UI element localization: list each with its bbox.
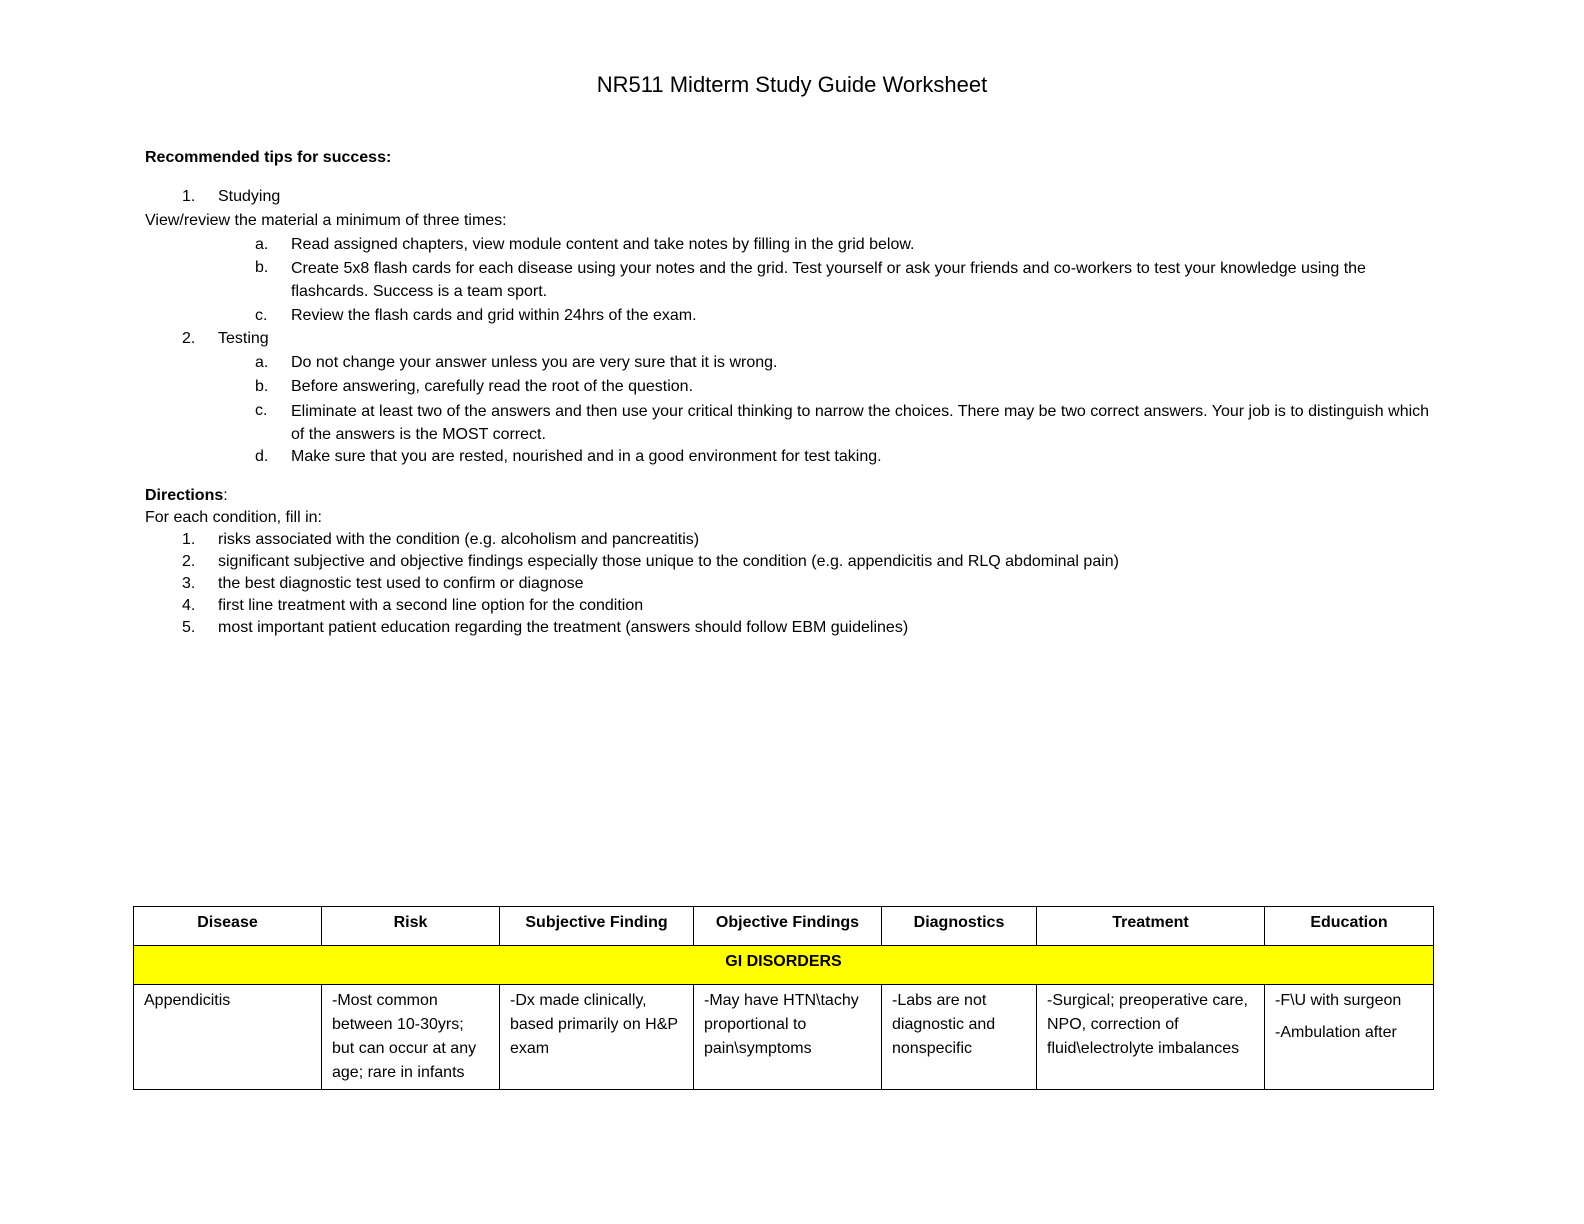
list-marker: 3.: [182, 575, 196, 592]
list-marker: a.: [255, 236, 269, 253]
gi-disorders-band: GI DISORDERS: [134, 946, 1434, 985]
cell-education: [1265, 985, 1434, 1090]
list-marker: b.: [255, 378, 269, 395]
directions-intro: For each condition, fill in:: [145, 509, 322, 526]
header-objective: Objective Findings: [694, 907, 882, 946]
list-marker: 1.: [182, 531, 196, 548]
studying-label: Studying: [218, 188, 281, 205]
list-item: Do not change your answer unless you are very sure that it is wrong.: [291, 354, 778, 371]
list-marker: a.: [255, 354, 269, 371]
table-header-row: [134, 907, 1434, 946]
list-marker: c.: [255, 307, 268, 324]
education-line-1: -F\U with surgeon: [1275, 992, 1402, 1009]
cell-disease: Appendicitis: [134, 985, 322, 1090]
list-marker: b.: [255, 259, 269, 276]
study-grid-table: [133, 906, 1434, 1090]
page-title: NR511 Midterm Study Guide Worksheet: [596, 72, 988, 97]
list-item: Make sure that you are rested, nourished and in a good environment for test taking.: [291, 448, 882, 465]
list-marker: 2.: [182, 553, 196, 570]
list-item: risks associated with the condition (e.g. alcoholism and pancreatitis): [218, 531, 700, 548]
table-row: [134, 985, 1434, 1090]
cell-diagnostics: -Labs are not diagnostic and nonspecific: [882, 985, 1037, 1090]
list-marker: 1.: [182, 188, 196, 205]
view-review-text: View/review the material a minimum of three times:: [145, 212, 507, 229]
list-item: Create 5x8 flash cards for each disease using your notes and the grid. Test yourself or ask your friends and co-workers to test your knowledge using the flashcards. Success is a team sport.: [291, 260, 1366, 300]
directions-colon: :: [223, 487, 228, 504]
list-item: Review the flash cards and grid within 24hrs of the exam.: [291, 307, 697, 324]
cell-subjective: -Dx made clinically, based primarily on H&P exam: [500, 985, 694, 1090]
list-item: significant subjective and objective findings especially those unique to the condition (e.g. appendicitis and RLQ abdominal pain): [218, 553, 1120, 570]
list-item: Read assigned chapters, view module content and take notes by filling in the grid below.: [291, 236, 915, 253]
directions-heading: [145, 485, 228, 507]
list-marker: d.: [255, 448, 269, 465]
directions-heading-text: Directions: [145, 487, 224, 504]
header-risk: Risk: [322, 907, 500, 946]
testing-label: Testing: [218, 330, 269, 347]
header-treatment: Treatment: [1037, 907, 1265, 946]
list-marker: c.: [255, 402, 268, 419]
list-item: Eliminate at least two of the answers and then use your critical thinking to narrow the choices. There may be two correct answers. Your job is to distinguish which of the answers is the MOST correct.: [291, 403, 1430, 443]
cell-objective: -May have HTN\tachy proportional to pain\symptoms: [694, 985, 882, 1090]
header-subjective: Subjective Finding: [500, 907, 694, 946]
list-marker: 4.: [182, 597, 196, 614]
list-marker: 5.: [182, 619, 196, 636]
header-education: Education: [1265, 907, 1434, 946]
header-disease: Disease: [134, 907, 322, 946]
list-item: first line treatment with a second line option for the condition: [218, 597, 644, 614]
table-band-row: [134, 946, 1434, 985]
cell-treatment: -Surgical; preoperative care, NPO, correction of fluid\electrolyte imbalances: [1037, 985, 1265, 1090]
cell-risk: -Most common between 10-30yrs; but can occur at any age; rare in infants: [322, 985, 500, 1090]
list-item: most important patient education regarding the treatment (answers should follow EBM guidelines): [218, 619, 909, 636]
tips-heading: Recommended tips for success:: [145, 149, 392, 166]
list-marker: 2.: [182, 330, 196, 347]
list-item: the best diagnostic test used to confirm or diagnose: [218, 575, 584, 592]
education-line-2: -Ambulation after: [1275, 1024, 1397, 1041]
header-diagnostics: Diagnostics: [882, 907, 1037, 946]
list-item: Before answering, carefully read the root of the question.: [291, 378, 694, 395]
